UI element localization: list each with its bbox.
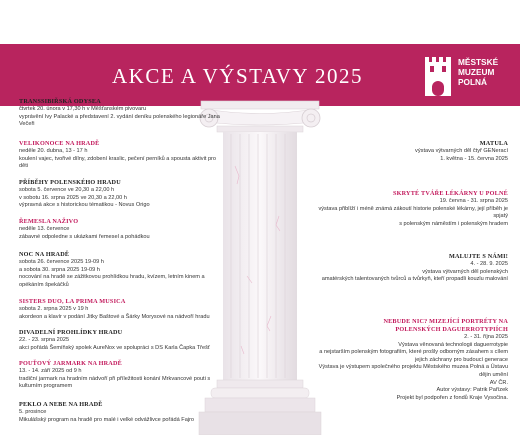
logo-line-3: POLNÁ — [458, 77, 488, 87]
event-title: PEKLO A NEBE NA HRADĚ — [19, 401, 103, 408]
event-line: Výstava věnovaná technologii daguerrotypie — [398, 341, 508, 348]
event-line: 1. května - 15. června 2025 — [440, 155, 508, 162]
event-line: sobota 2. srpna 2025 v 19 h — [19, 306, 89, 312]
event-title: SISTERS DUO, LA PRIMA MUSICA — [19, 298, 126, 305]
event-line: tradiční jarmark na hradním nádvoří při příležitosti konání Mrkvancové pouti s — [19, 375, 211, 382]
event-line: s polenským náměstím i polenským hradem — [399, 220, 508, 227]
event-divadelni-prohlidky — [19, 329, 210, 352]
event-title: NEBUDE NIC? MIZEJÍCÍ PORTRÉTY NA POLENSKÝCH DAGUERROTYPIÍCH — [383, 318, 508, 333]
event-poutovy-jarmark — [19, 360, 210, 391]
exhibition-matula — [415, 140, 508, 163]
event-line: amatérských talentovaných tvůrců a tvůrkyň, kteří propadli kouzlu malování — [321, 276, 508, 283]
event-title: MALUJTE S NÁMI! — [448, 253, 508, 260]
event-line: výstava výtvarných děl čtyř GENerací — [415, 148, 508, 154]
event-pribehy-hradu — [19, 179, 150, 210]
event-line: 2. - 31. října 2025 — [464, 334, 508, 340]
event-line: 22. - 23. srpna 2025 — [19, 337, 70, 343]
event-title: DIVADELNÍ PROHLÍDKY HRADU — [19, 329, 123, 336]
event-line: v sobotu 16. srpna 2025 ve 20,30 a 22,00 h — [19, 194, 127, 201]
event-line: sobota 26. července 2025 19-09 h — [19, 259, 104, 265]
event-line: jejich záchrany pro budoucí generace — [415, 356, 508, 363]
event-line: a sobota 30. srpna 2025 19-09 h — [19, 266, 100, 273]
event-title: TRANSSIBIŘSKÁ ODYSEA — [19, 98, 101, 105]
event-line: zábavné odpoledne s ukázkami řemesel a pohádkou — [19, 233, 150, 240]
event-line: 4. - 28. 9. 2025 — [470, 261, 508, 267]
event-line: spjatý — [493, 213, 508, 220]
page-title: AKCE A VÝSTAVY 2025 — [112, 64, 364, 88]
event-title: VELIKONOCE NA HRADĚ — [19, 140, 100, 147]
event-title: MATULA — [479, 140, 508, 147]
event-title: NOC NA HRADĚ — [19, 251, 70, 258]
event-line: Výstava je výstupem společného projektu Městského muzea Polná a Ústavu — [318, 364, 508, 371]
event-velikonoce — [19, 140, 216, 171]
event-line: děti — [19, 163, 29, 170]
event-line: kulturním programem — [19, 383, 73, 390]
event-line: Projekt byl podpořen z fondů Kraje Vysočina. — [396, 394, 508, 401]
event-title: POUŤOVÝ JARMARK NA HRADĚ — [19, 360, 122, 367]
exhibition-nebude-nic — [319, 318, 508, 402]
logo-line-2: MUZEUM — [458, 67, 495, 77]
event-remesla-nazivo — [19, 218, 150, 241]
event-title: SKRYTÉ TVÁŘE LÉKÁRNY U POLNÉ — [392, 190, 508, 197]
event-line: a nejstarším polenským fotografiím, které prošly odborným zásahem s cílem — [319, 349, 508, 356]
museum-logo — [422, 52, 514, 98]
event-line: vyprávění Ivy Palacké a představení 2. vydání deníku polenského legionáře Jana — [19, 113, 220, 120]
event-line: opékáním špekáčků — [19, 281, 69, 288]
event-line: akci pořádá Šemíňský spolek AureNox ve spolupráci s DS Karla Čapka Třešť — [19, 344, 211, 351]
exhibition-malujte-s-nami — [322, 253, 508, 284]
event-line: neděle 13. července — [19, 226, 70, 232]
event-line: výstava výtvarných děl polenských — [422, 268, 508, 275]
event-line: výstava přiblíží i méně známá zákoutí historie polenské lékárny, její příběh je — [318, 205, 508, 212]
event-line: Autor výstavy: Patrik Pařízek — [436, 387, 508, 394]
event-line: AV ČR. — [489, 379, 508, 386]
event-title: PŘÍBĚHY POLENSKÉHO HRADU — [19, 179, 121, 186]
event-line: čtvrtek 20. února v 17,30 h v Měšťanském pivovaru — [19, 106, 147, 112]
event-peklo-a-nebe — [19, 401, 194, 424]
event-line: Mikulášský program na hradě pro malé i velké odvážlivce pořádá Fajro — [19, 416, 195, 423]
event-line: Večeři — [19, 121, 35, 128]
event-line: nocování na hradě se zážitkovou prohlídkou hradu, kvízem, letním kinem a — [19, 274, 205, 281]
event-line: 13. - 14. září 2025 od 9 h — [19, 368, 82, 374]
event-line: výpravná akce s historickou tématikou - Novus Origo — [19, 202, 150, 209]
event-line: koulení vajec, tvořivé dílny, zdobení kraslic, pečení perníků a spousta aktivit pro — [19, 155, 217, 162]
event-line: 5. prosince — [19, 409, 47, 415]
logo-line-1: MĚSTSKÉ — [458, 57, 499, 67]
event-line: neděle 20. dubna, 13 - 17 h — [19, 148, 88, 154]
event-noc-na-hrade — [19, 251, 205, 289]
event-sisters-duo — [19, 298, 210, 321]
exhibition-skryte-tvare — [318, 190, 508, 228]
event-line: sobota 5. července ve 20,30 a 22,00 h — [19, 187, 115, 193]
event-line: dějin umění — [479, 371, 508, 378]
event-title: ŘEMESLA NAŽIVO — [19, 218, 79, 225]
event-line: 19. června - 31. srpna 2025 — [439, 198, 508, 204]
castle-tower-icon — [422, 52, 454, 96]
event-transsibirska-odysea — [19, 98, 220, 129]
event-line: akordeon a klavír v podání Jitky Baštové a Šárky Morysové na nádvoří hradu — [19, 313, 210, 320]
